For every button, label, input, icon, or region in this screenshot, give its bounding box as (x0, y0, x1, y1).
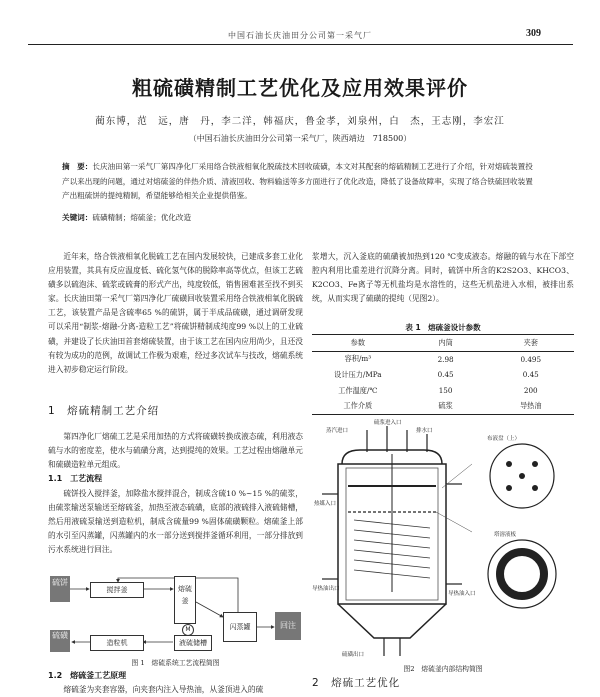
keywords (62, 212, 540, 223)
label-lower-plate: 塔溶液板 (494, 532, 517, 538)
table-cell: 设计压力/MPa (334, 369, 382, 379)
label-steam-inlet: 蒸汽进口 (326, 428, 349, 434)
table-cell: 工作温度/℃ (338, 385, 378, 395)
paper-title: 粗硫磺精制工艺优化及应用效果评价 (132, 76, 468, 100)
table-row (312, 398, 574, 414)
label-oil-inlet: 导热油入口 (448, 591, 476, 597)
right-paragraph: 浆增大，沉入釜底的硫磺被加热到120 ℃变成液态。熔融的硫与水在下部空腔内利用比重差进行沉降分离。同时，硫饼中所含的K2S2O3、KHCO3、K2CO3、Fe离子等无机盐均是水溶性的，这些无机盐进入水相，被排出系统，从而实现了硫磺的提纯（见图2）。 (312, 252, 574, 304)
subsection-1-2-paragraph: 熔硫釜为夹套容器，向夹套内注入导热油，从釜顶进入的硫 (63, 685, 264, 694)
page-number: 309 (526, 28, 541, 39)
label-upper-plate: 布液盘（上） (487, 436, 521, 442)
table-cell: 硫浆 (438, 401, 453, 411)
label-heat-inlet: 热媒入口 (314, 501, 337, 507)
table-cell: 导热油 (519, 401, 542, 411)
output-sulfur: 硫磺 (50, 630, 70, 652)
table-row (312, 351, 574, 367)
abstract (62, 160, 540, 204)
table-cell: 2.98 (437, 354, 454, 364)
abstract-text: 长庆油田第一采气厂第四净化厂采用络合铁液相氧化脱硫技术回收硫磺，本文对其配套的熔硫精制工艺进行了介绍，针对熔硫装置投产以来出现的问题，通过对熔硫釜的伴热介质、清液回收、物料输送等多方面进行了优化改造，降低了设备故障率，实现了络合铁硫回收装置产出粗硫饼的提纯精制，希望能够给相关企业提供借鉴。 (62, 162, 533, 200)
table-header-cell: 内筒 (438, 337, 453, 347)
flash-tank-box: 闪蒸罐 (223, 612, 257, 642)
section-1-paragraph: 第四净化厂熔硫工艺是采用加热的方式将硫磺转换成液态硫，利用液态硫与水的密度差，使水与硫磺分离，达到提纯的效果。工艺过程由熔融单元和硫磺造粒单元组成。 (48, 432, 303, 470)
pump-icon: M (182, 624, 194, 636)
table-cell: 工作介质 (343, 401, 373, 411)
author-list: 蔺东博，范 远，唐 丹，李二洋，韩福庆，鲁金孝，刘泉州，白 杰，王志刚，李宏江 (95, 116, 505, 127)
granulator-box: 造粒机 (90, 635, 144, 651)
figure-1-caption: 图 1 熔硫系统工艺流程简图 (131, 659, 220, 667)
section-1-heading: 1 熔硫精制工艺介绍 (48, 405, 160, 417)
subsection-1-1-paragraph: 硫饼投入搅拌釜，加除盐水搅拌混合，制成含硫10 %~15 %的硫浆，由硫浆输送泵输送至熔硫釜，加热至液态硫磺，底部的液硫排入液硫储槽，然后用液硫泵输送到造粒机，制成含硫量99 %固体硫磺颗粒。熔硫釜上部的水引至闪蒸罐，闪蒸罐内的水一部分送到搅拌釜循环利用，一部分排放到污水系统进行回注。 (48, 489, 303, 555)
section-2-heading: 2 熔硫工艺优化 (312, 677, 401, 689)
storage-tank-box: 液硫储槽 (174, 635, 212, 651)
intro-paragraph: 近年来，络合铁液相氧化脱硫工艺在国内发展较快，已建成多套工业化应用装置，其具有反应温度低、硫化氢气体的脱除率高等优点，但该工艺硫磺多以硫泡沫、硫浆或硫膏的形式产出，纯度较低，销售困难甚至找不到买家。长庆油田第一采气厂第四净化厂硫磺回收装置采用络合铁液相氧化脱硫工艺，该装置产品是含硫率65 %的硫饼，属于半成品硫磺，通过调研发现可以采用“制浆-熔融-分离-造粒工艺”将硫饼精制成纯度99 %以上的工业硫磺，并建设了长庆油田首套熔硫装置，由于该工艺在国内应用尚少，且还没有较为成功的范例，故调试工作极为艰难，经过多次试车与技改，熔硫系统进入初步稳定运行阶段。 (48, 252, 303, 374)
input-sulfur-cake: 硫饼 (50, 576, 70, 602)
mixer-box: 搅拌釜 (90, 582, 144, 598)
figure-2-melter-diagram (312, 420, 574, 660)
reinjection-box: 回注 (275, 612, 301, 640)
table-cell: 0.45 (437, 370, 454, 380)
design-parameters-table (312, 334, 574, 415)
label-slurry-inlet: 硫浆进入口 (374, 420, 402, 426)
table-cell: 150 (438, 386, 453, 396)
subsection-1-1-heading: 1.1 工艺流程 (48, 474, 103, 483)
table-cell: 200 (523, 386, 538, 396)
table-header-row (312, 335, 574, 352)
affiliation: （中国石油长庆油田分公司第一采气厂，陕西靖边 718500） (188, 134, 412, 143)
keywords-label: 关键词： (62, 213, 93, 222)
melter-box: 熔硫釜 (174, 576, 196, 624)
label-sulfur-outlet: 硫磺出口 (342, 652, 365, 658)
figure-2-caption: 图2 熔硫釜内部结构简图 (403, 665, 483, 673)
table-header-cell: 夹套 (523, 337, 538, 347)
figure-1-flowchart (48, 572, 303, 652)
running-header: 中国石油长庆油田分公司第一采气厂 (228, 31, 372, 40)
abstract-label: 摘 要： (62, 162, 93, 171)
label-oil-outlet: 导热油出口 (312, 586, 340, 592)
table-1-caption: 表 1 熔硫釜设计参数 (405, 323, 481, 332)
subsection-1-2-heading: 1.2 熔硫釜工艺原理 (48, 671, 127, 680)
table-row (312, 383, 574, 399)
label-water-outlet: 排水口 (416, 428, 433, 434)
table-cell: 0.45 (522, 370, 539, 380)
table-header-cell: 参数 (350, 337, 366, 347)
table-cell: 0.495 (520, 354, 542, 364)
melter-vessel-drawing (312, 424, 574, 660)
table-row (312, 367, 574, 383)
table-cell: 容积/m³ (344, 354, 372, 364)
header-rule (28, 44, 573, 45)
keywords-text: 硫磺精制；熔硫釜；优化改造 (92, 213, 192, 222)
